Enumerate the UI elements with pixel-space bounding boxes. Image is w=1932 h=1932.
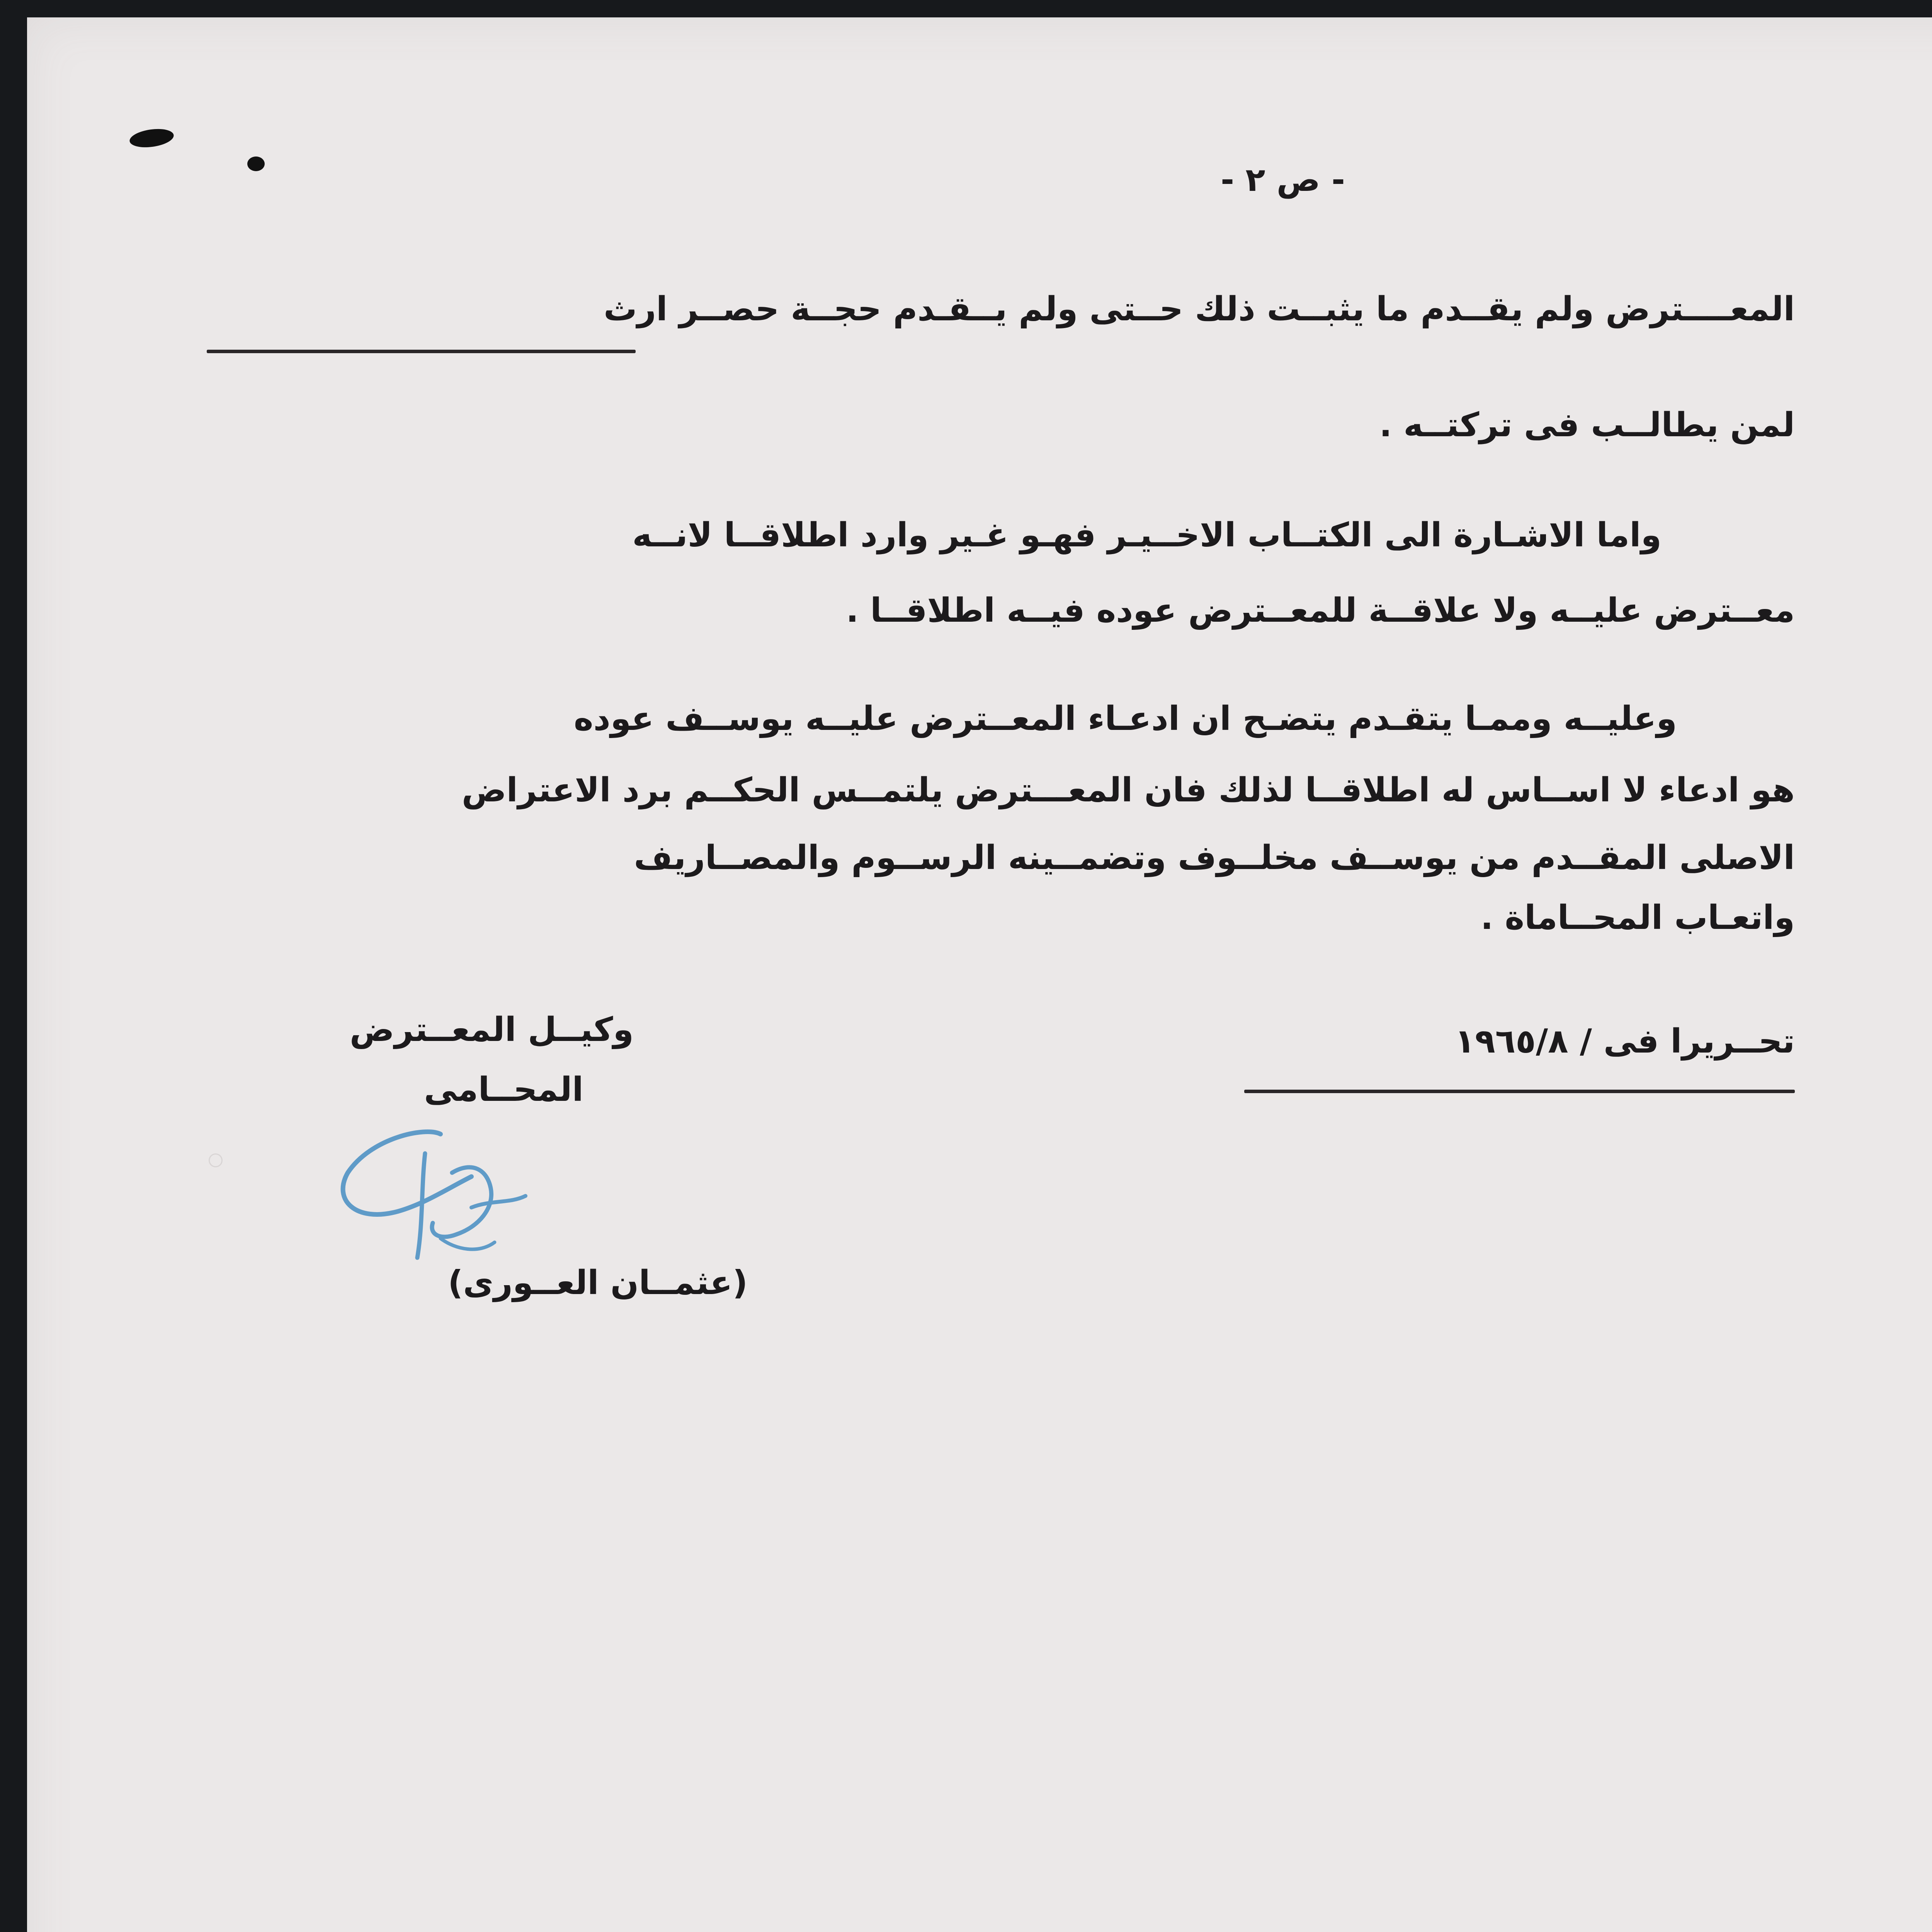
- paragraph-3-line-4: واتعـاب المحــاماة .: [1480, 898, 1795, 937]
- ink-speck: [247, 156, 265, 171]
- paragraph-2-line-2: معــترض عليــه ولا علاقــة للمعــترض عوده فيــه اطلاقــا .: [846, 591, 1795, 630]
- document-page: [27, 17, 1932, 1932]
- paragraph-3-line-2: هو ادعاء لا اســاس له اطلاقــا لذلك فان المعـــترض يلتمــس الحكــم برد الاعتراض: [461, 771, 1795, 810]
- handwritten-signature: [325, 1111, 541, 1273]
- signature-title-agent: وكيــل المعــترض: [349, 1010, 634, 1049]
- punch-hole-mark: [209, 1153, 223, 1167]
- ink-speck: [128, 126, 175, 150]
- date-line: تحــريرا فى / ١٩٦٥/٨: [1454, 1022, 1795, 1061]
- underline-inheritance-deed: [207, 350, 636, 353]
- signatory-name: (عثمــان العــورى): [448, 1264, 748, 1302]
- page-number-header: - ص ٢ -: [1221, 161, 1345, 199]
- paragraph-1-line-1: المعــــترض ولم يقــدم ما يثبــت ذلك حــتى ولم يــقـدم حجــة حصــر ارث: [604, 290, 1795, 328]
- date-underline: [1244, 1090, 1795, 1093]
- signature-title-lawyer: المحــامى: [424, 1070, 583, 1109]
- paragraph-1-line-2: لمن يطالــب فى تركتــه .: [1379, 406, 1795, 444]
- paragraph-3-line-1: وعليــه وممـا يتقـدم يتضـح ان ادعـاء المعــترض عليــه يوســف عوده: [573, 699, 1677, 738]
- paragraph-3-line-3: الاصلى المقــدم من يوســف مخلــوف وتضمــينه الرســوم والمصــاريف: [634, 838, 1795, 877]
- paragraph-2-line-1: واما الاشـارة الى الكتــاب الاخــيـر فهـو غـير وارد اطلاقــا لانــه: [632, 516, 1662, 554]
